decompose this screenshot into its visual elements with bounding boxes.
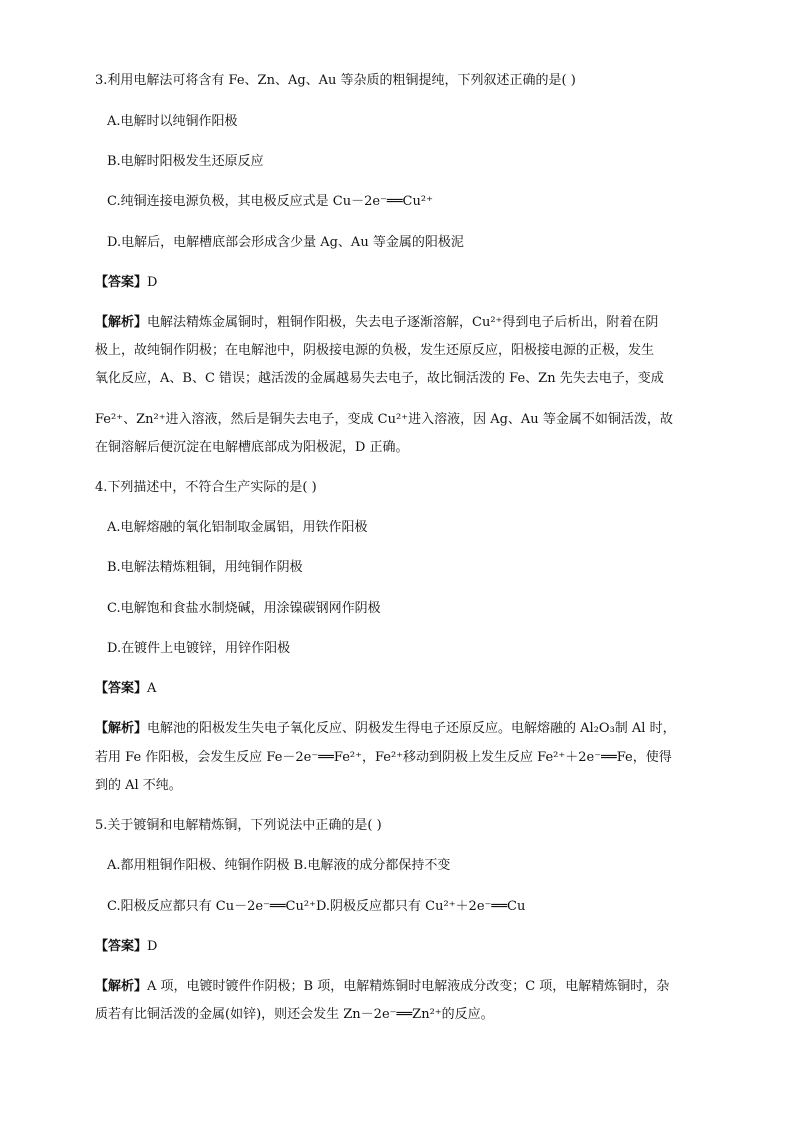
q5-options-ab: A.都用粗铜作阳极、纯铜作阴极 B.电解液的成分都保持不变 (107, 858, 451, 873)
q3-analysis-line: 氧化反应，A、B、C 错误；越活泼的金属越易失去电子，故比铜活泼的 Fe、Zn 先失去电子，变成 (95, 371, 664, 386)
q5-answer (95, 938, 157, 956)
q3-answer (95, 274, 157, 292)
q4-analysis-line (95, 720, 676, 738)
q3-option-b: B.电解时阳极发生还原反应 (107, 154, 264, 169)
q3-analysis-line: 极上，故纯铜作阴极；在电解池中，阴极接电源的负极，发生还原反应，阳极接电源的正极，发生 (95, 343, 655, 358)
analysis-tag: 【解析】 (95, 979, 148, 994)
analysis-text: 电解法精炼金属铜时，粗铜作阳极，失去电子逐渐溶解，Cu²⁺得到电子后析出，附着在阴 (147, 315, 659, 330)
q4-answer (95, 680, 156, 698)
q4-option-a: A.电解熔融的氧化铝制取金属铝，用铁作阳极 (107, 520, 368, 535)
analysis-tag: 【解析】 (95, 721, 148, 736)
q5-analysis-line: 质若有比铜活泼的金属(如锌)，则还会发生 Zn－2e⁻══Zn²⁺的反应。 (95, 1007, 494, 1022)
q3-option-a: A.电解时以纯铜作阳极 (107, 114, 238, 129)
analysis-text: 电解池的阳极发生失电子氧化反应、阴极发生得电子还原反应。电解熔融的 Al₂O₃制 Al 时， (147, 721, 676, 736)
analysis-tag: 【解析】 (95, 315, 148, 330)
answer-value: D (147, 939, 158, 954)
q5-stem: 5.关于镀铜和电解精炼铜，下列说法中正确的是( ) (95, 818, 382, 833)
q4-option-b: B.电解法精炼粗铜，用纯铜作阴极 (107, 560, 303, 575)
answer-value: A (147, 681, 157, 696)
q3-analysis-line (95, 314, 658, 332)
q4-option-c: C.电解饱和食盐水制烧碱，用涂镍碳钢网作阴极 (107, 601, 381, 616)
q3-stem: 3.利用电解法可将含有 Fe、Zn、Ag、Au 等杂质的粗铜提纯，下列叙述正确的是( ) (95, 73, 576, 88)
answer-tag: 【答案】 (95, 939, 148, 954)
q3-analysis-line: Fe²⁺、Zn²⁺进入溶液，然后是铜失去电子，变成 Cu²⁺进入溶液，因 Ag、Au 等金属不如铜活泼，故 (95, 412, 673, 427)
q3-option-d: D.电解后，电解槽底部会形成含少量 Ag、Au 等金属的阳极泥 (107, 235, 464, 250)
q5-analysis-line (95, 978, 669, 996)
answer-tag: 【答案】 (95, 681, 148, 696)
q5-options-cd: C.阳极反应都只有 Cu－2e⁻══Cu²⁺D.阴极反应都只有 Cu²⁺＋2e⁻══Cu (107, 899, 526, 914)
answer-tag: 【答案】 (95, 275, 148, 290)
q4-analysis-line: 到的 Al 不纯。 (95, 778, 182, 793)
q4-option-d: D.在镀件上电镀锌，用锌作阳极 (107, 641, 291, 656)
q3-analysis-line: 在铜溶解后便沉淀在电解槽底部成为阳极泥，D 正确。 (95, 440, 409, 455)
answer-value: D (147, 275, 158, 290)
analysis-text: A 项，电镀时镀件作阴极；B 项，电解精炼铜时电解液成分改变；C 项，电解精炼铜时，杂 (147, 979, 670, 994)
q4-analysis-line: 若用 Fe 作阳极，会发生反应 Fe－2e⁻══Fe²⁺，Fe²⁺移动到阴极上发生反应 Fe²⁺＋2e⁻══Fe，使得 (95, 750, 672, 765)
q3-option-c: C.纯铜连接电源负极，其电极反应式是 Cu－2e⁻══Cu²⁺ (107, 194, 433, 209)
q4-stem: 4.下列描述中，不符合生产实际的是( ) (95, 480, 317, 495)
